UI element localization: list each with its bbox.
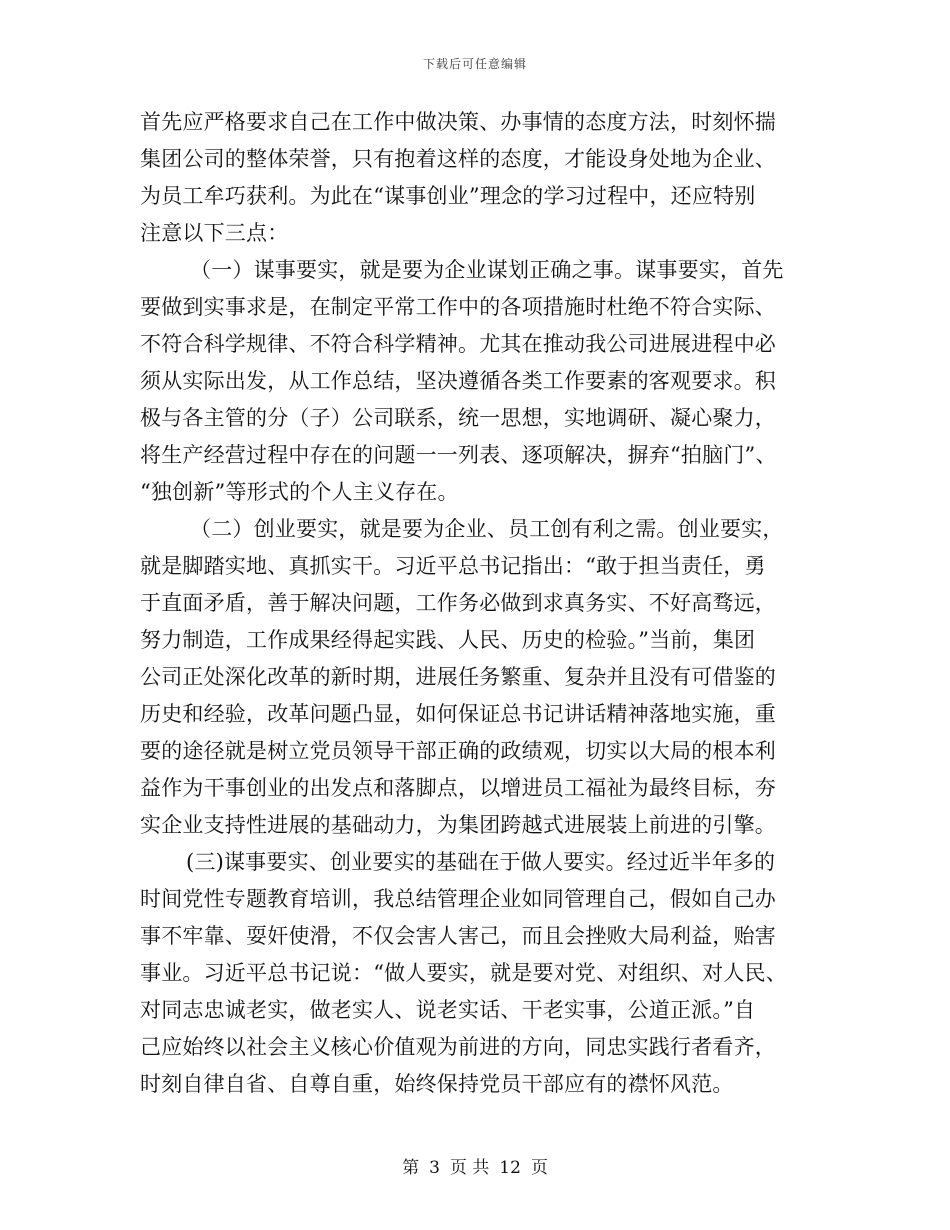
text-line: 努力制造，工作成果经得起实践、人民、历史的检验。”当前，集团 [140, 628, 756, 652]
text-line: 首先应严格要求自己在工作中做决策、办事情的态度方法，时刻怀揣 [140, 110, 776, 134]
page-total-number: 12 [499, 1158, 521, 1178]
text-line: 要的途径就是树立党员领导干部正确的政绩观，切实以大局的根本利 [140, 739, 776, 763]
text-line: 注意以下三点： [140, 221, 289, 245]
paragraph-start-line: (三)谋事要实、创业要实的基础在于做人要实。经过近半年多的 [186, 850, 776, 874]
text-line: 不符合科学规律、不符合科学精神。尤其在推动我公司进展进程中必 [140, 332, 776, 356]
page-footer [0, 1153, 950, 1178]
paragraph-start-line: （二）创业要实，就是要为企业、员工创有利之需。创业要实， [190, 517, 784, 541]
text-line: 于直面矛盾，善于解决问题，工作务必做到求真务实、不好高骛远， [140, 591, 776, 615]
text-line: 历史和经验，改革问题凸显，如何保证总书记讲话精神落地实施，重 [140, 702, 776, 726]
text-line: 事业。习近平总书记说：“做人要实，就是要对党、对组织、对人民、 [140, 961, 787, 985]
text-line: 时刻自律自省、自尊自重，始终保持党员干部应有的襟怀风范。 [140, 1072, 734, 1096]
text-line: 集团公司的整体荣誉，只有抱着这样的态度，才能设身处地为企业、 [140, 147, 776, 171]
page-header: 下载后可任意编辑 [422, 57, 527, 71]
text-line: 极与各主管的分（子）公司联系，统一思想，实地调研、凝心聚力， [140, 406, 776, 430]
text-line: 时间党性专题教育培训，我总结管理企业如同管理自己，假如自己办 [140, 887, 776, 911]
text-line: 将生产经营过程中存在的问题一一列表、逐项解决，摒弃“拍脑门”、 [140, 443, 777, 467]
text-line: 公司正处深化改革的新时期，进展任务繁重、复杂并且没有可借鉴的 [140, 665, 776, 689]
text-line: 实企业支持性进展的基础动力，为集团跨越式进展装上前进的引擎。 [140, 813, 776, 837]
page-current-number: 3 [429, 1158, 440, 1178]
text-line: 事不牢靠、耍奸使滑，不仅会害人害己，而且会挫败大局利益，贻害 [140, 924, 776, 948]
text-line: 就是脚踏实地、真抓实干。习近平总书记指出：“敢于担当责任，勇 [140, 554, 766, 578]
text-line: 须从实际出发，从工作总结，坚决遵循各类工作要素的客观要求。积 [140, 369, 776, 393]
text-line: “独创新”等形式的个人主义存在。 [140, 480, 459, 504]
page-label-middle: 页 共 [449, 1158, 490, 1178]
paragraph-start-line: （一）谋事要实，就是要为企业谋划正确之事。谋事要实，首先 [190, 258, 784, 282]
text-line: 要做到实事求是，在制定平常工作中的各项措施时杜绝不符合实际、 [140, 295, 776, 319]
page-label-prefix: 第 [402, 1158, 420, 1178]
text-line: 对同志忠诚老实，做老实人、说老实话、干老实事，公道正派。”自 [140, 998, 756, 1022]
text-line: 为员工牟巧获利。为此在“谋事创业”理念的学习过程中，还应特别 [140, 184, 756, 208]
document-body [140, 104, 810, 1103]
page-label-suffix: 页 [530, 1158, 548, 1178]
text-line: 益作为干事创业的出发点和落脚点，以增进员工福祉为最终目标，夯 [140, 776, 776, 800]
text-line: 己应始终以社会主义核心价值观为前进的方向，同忠实践行者看齐， [140, 1035, 776, 1059]
